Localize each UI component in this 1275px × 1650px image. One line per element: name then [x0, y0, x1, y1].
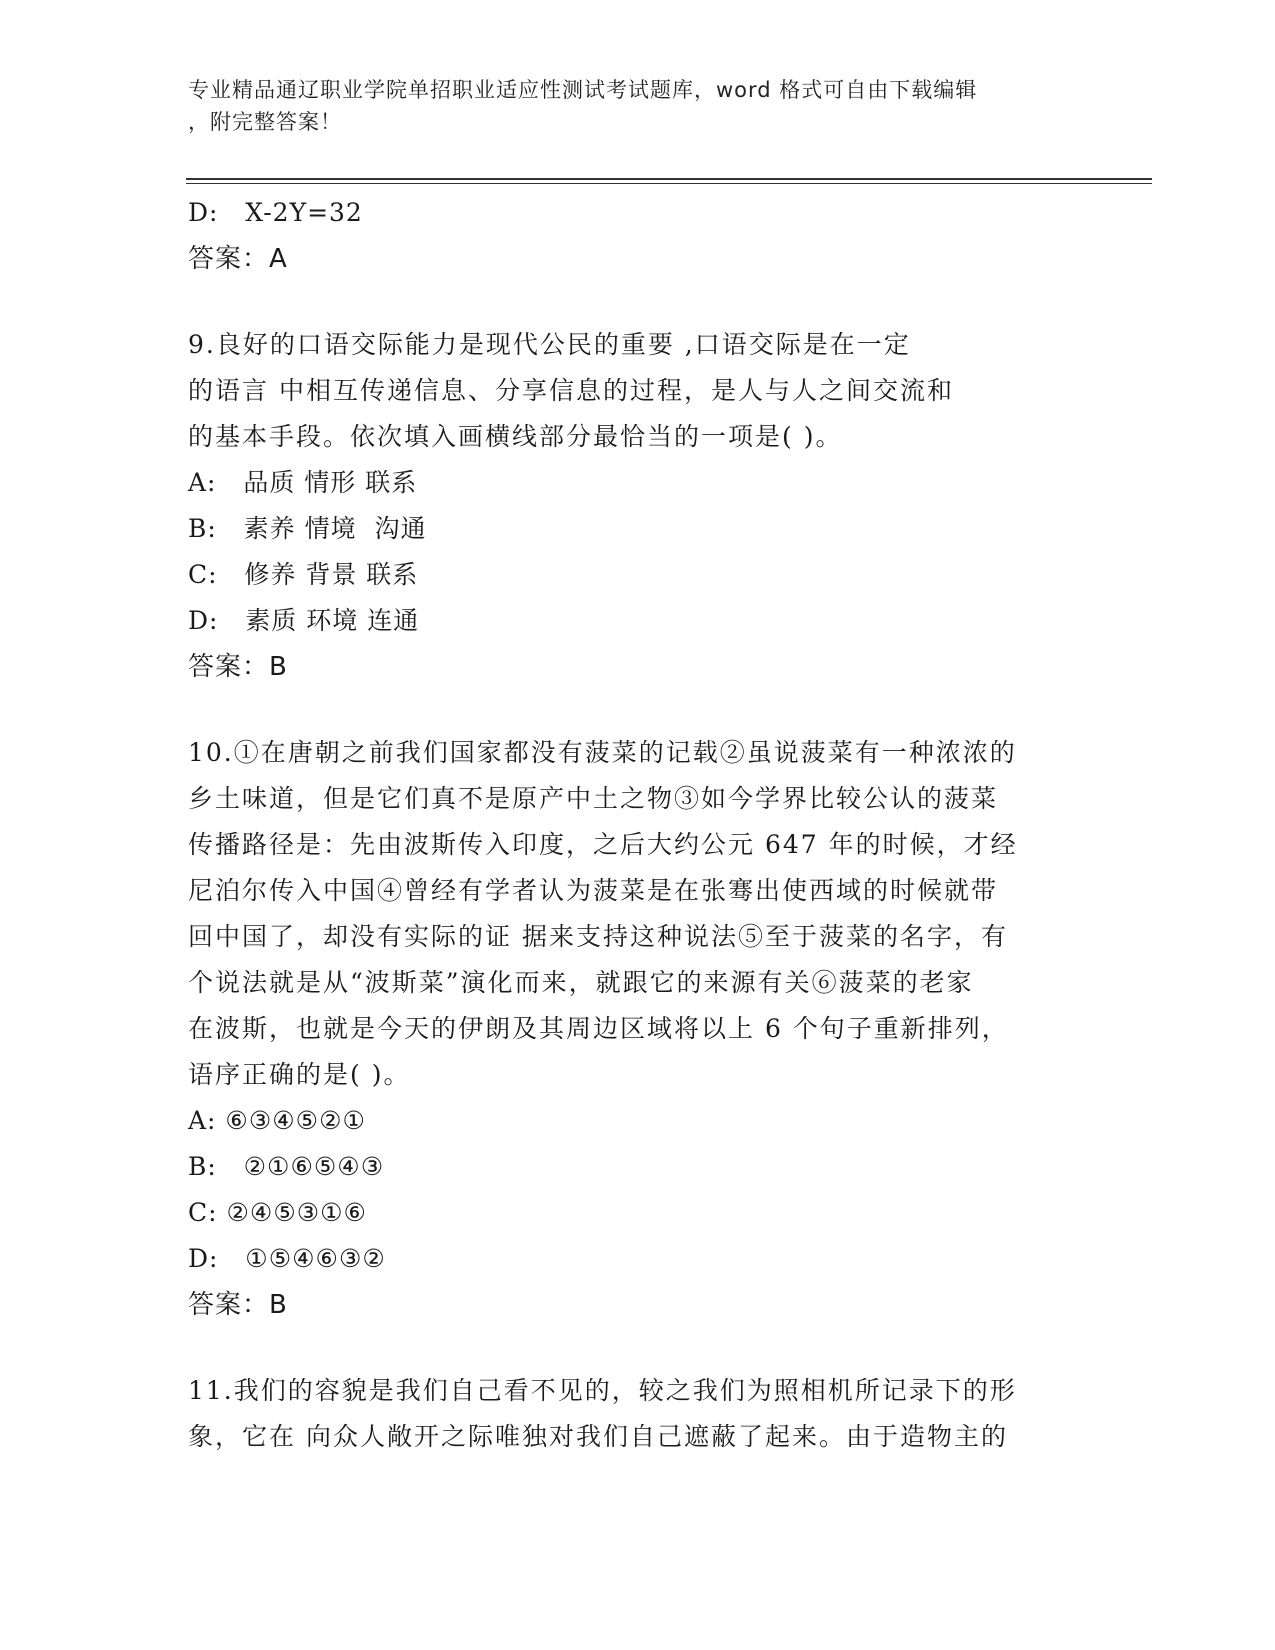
option-d: D: 素质 环境 连通	[188, 606, 420, 635]
previous-question-tail	[188, 190, 1088, 282]
option-c: C: ②④⑤③①⑥	[188, 1198, 367, 1227]
option-c: C: 修养 背景 联系	[188, 560, 419, 589]
question-10	[188, 730, 1088, 1328]
answer-line: 答案：A	[188, 244, 288, 274]
question-9	[188, 322, 1088, 690]
answer-line: 答案：B	[188, 652, 288, 682]
question-text-line: 10.①在唐朝之前我们国家都没有菠菜的记载②虽说菠菜有一种浓浓的	[188, 738, 1017, 767]
question-text-line: 11.我们的容貌是我们自己看不见的，较之我们为照相机所记录下的形	[188, 1376, 1017, 1405]
option-b: B: 素养 情境 沟通	[188, 514, 427, 543]
document-body	[188, 190, 1088, 1460]
question-text-line: 个说法就是从“波斯菜”演化而来，就跟它的来源有关⑥菠菜的老家	[188, 968, 974, 997]
question-text-line: 传播路径是：先由波斯传入印度，之后大约公元 647 年的时候，才经	[188, 830, 1018, 859]
question-text-line: 的语言 中相互传递信息、分享信息的过程，是人与人之间交流和	[188, 376, 954, 405]
option-d: D: ①⑤④⑥③②	[188, 1244, 386, 1273]
question-text-line: 9.良好的口语交际能力是现代公民的重要 ,口语交际是在一定	[188, 330, 911, 359]
question-text-line: 在波斯，也就是今天的伊朗及其周边区域将以上 6 个句子重新排列，	[188, 1014, 1009, 1043]
option-a: A: 品质 情形 联系	[188, 468, 418, 497]
question-text-line: 的基本手段。依次填入画横线部分最恰当的一项是( )。	[188, 422, 843, 451]
question-11	[188, 1368, 1088, 1460]
question-text-line: 尼泊尔传入中国④曾经有学者认为菠菜是在张骞出使西域的时候就带	[188, 876, 999, 905]
question-text-line: 回中国了，却没有实际的证 据来支持这种说法⑤至于菠菜的名字，有	[188, 922, 1008, 951]
header-line-1: 专业精品通辽职业学院单招职业适应性测试考试题库，word 格式可自由下载编辑	[188, 78, 978, 102]
question-text-line: 象，它在 向众人敞开之际唯独对我们自己遮蔽了起来。由于造物主的	[188, 1422, 1008, 1451]
option-d: D: X-2Y=32	[188, 198, 363, 227]
header-line-2: ，附完整答案！	[188, 110, 342, 134]
question-text-line: 乡土味道，但是它们真不是原产中土之物③如今学界比较公认的菠菜	[188, 784, 999, 813]
option-b: B: ②①⑥⑤④③	[188, 1152, 385, 1181]
question-text-line: 语序正确的是( )。	[188, 1060, 411, 1089]
option-a: A: ⑥③④⑤②①	[188, 1106, 366, 1135]
header-rule-thick	[186, 178, 1152, 180]
answer-line: 答案：B	[188, 1290, 288, 1320]
header-rule-thin	[186, 183, 1152, 184]
page-header	[188, 74, 1068, 138]
